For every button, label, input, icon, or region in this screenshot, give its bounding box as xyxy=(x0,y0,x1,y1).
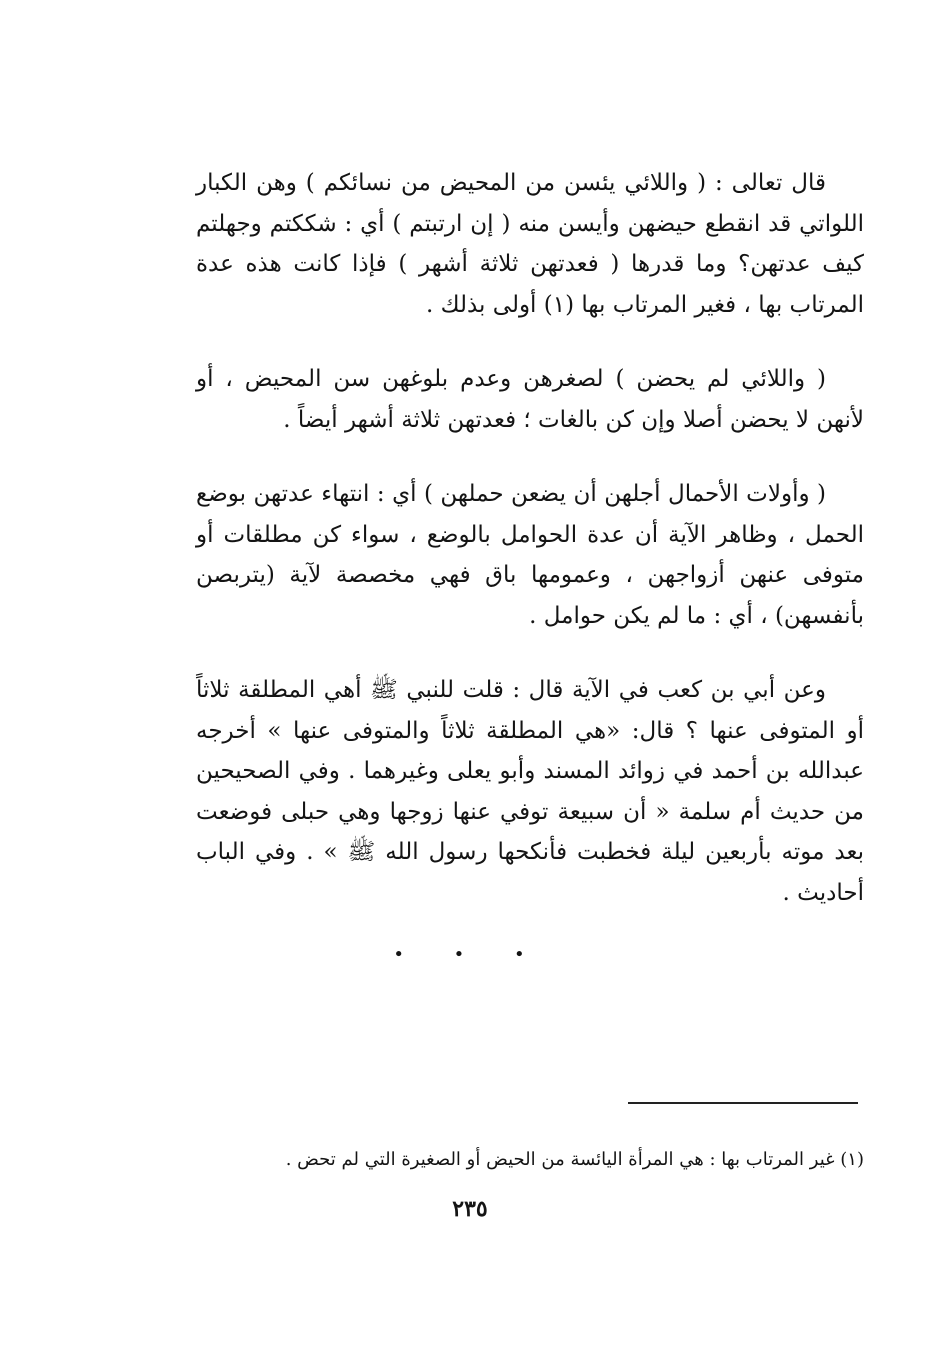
page-number: ٢٣٥ xyxy=(452,1196,488,1222)
paragraph-3: ( وأولات الأحمال أجلهن أن يضعن حملهن ) أي : انتهاء عدتهن بوضع الحمل ، وظاهر الآية أن عدة الحوامل بالوضع ، سواء كن مطلقات أو متوفى عنهن أزواجهن ، وعمومها باق فهي مخصصة لآية (يتربصن بأنفسهن) ، أي : ما لم يكن حوامل . xyxy=(196,481,864,629)
footnote-divider xyxy=(628,1102,858,1104)
paragraph-4: وعن أبي بن كعب في الآية قال : قلت للنبي ﷺ أهي المطلقة ثلاثاً أو المتوفى عنها ؟ قال: «هي المطلقة ثلاثاً والمتوفى عنها » أخرجه عبدالله بن أحمد في زوائد المسند وأبو يعلى وغيرهما . وفي الصحيحين من حديث أم سلمة « أن سبيعة توفي عنها زوجها وهي حبلى فوضعت بعد موته بأربعين ليلة فخطبت فأنكحها رسول الله ﷺ » . وفي الباب أحاديث . xyxy=(196,677,864,906)
paragraph-2: ( واللائي لم يحضن ) لصغرهن وعدم بلوغهن سن المحيض ، أو لأنهن لا يحضن أصلا وإن كن بالغات ؛ فعدتهن ثلاثة أشهر أيضاً . xyxy=(196,366,864,433)
section-separator: • • • xyxy=(393,944,547,965)
footnote: (١) غير المرتاب بها : هي المرأة اليائسة من الحيض أو الصغيرة التي لم تحض . xyxy=(285,1149,864,1170)
body-text xyxy=(196,163,864,947)
paragraph-1: قال تعالى : ( واللائي يئسن من المحيض من نسائكم ) وهن الكبار اللواتي قد انقطع حيضهن وأيسن منه ( إن ارتبتم ) أي : شككتم وجهلتم كيف عدتهن؟ وما قدرها ( فعدتهن ثلاثة أشهر ) فإذا كانت هذه عدة المرتاب بها ، فغير المرتاب بها (١) أولى بذلك . xyxy=(196,170,864,318)
